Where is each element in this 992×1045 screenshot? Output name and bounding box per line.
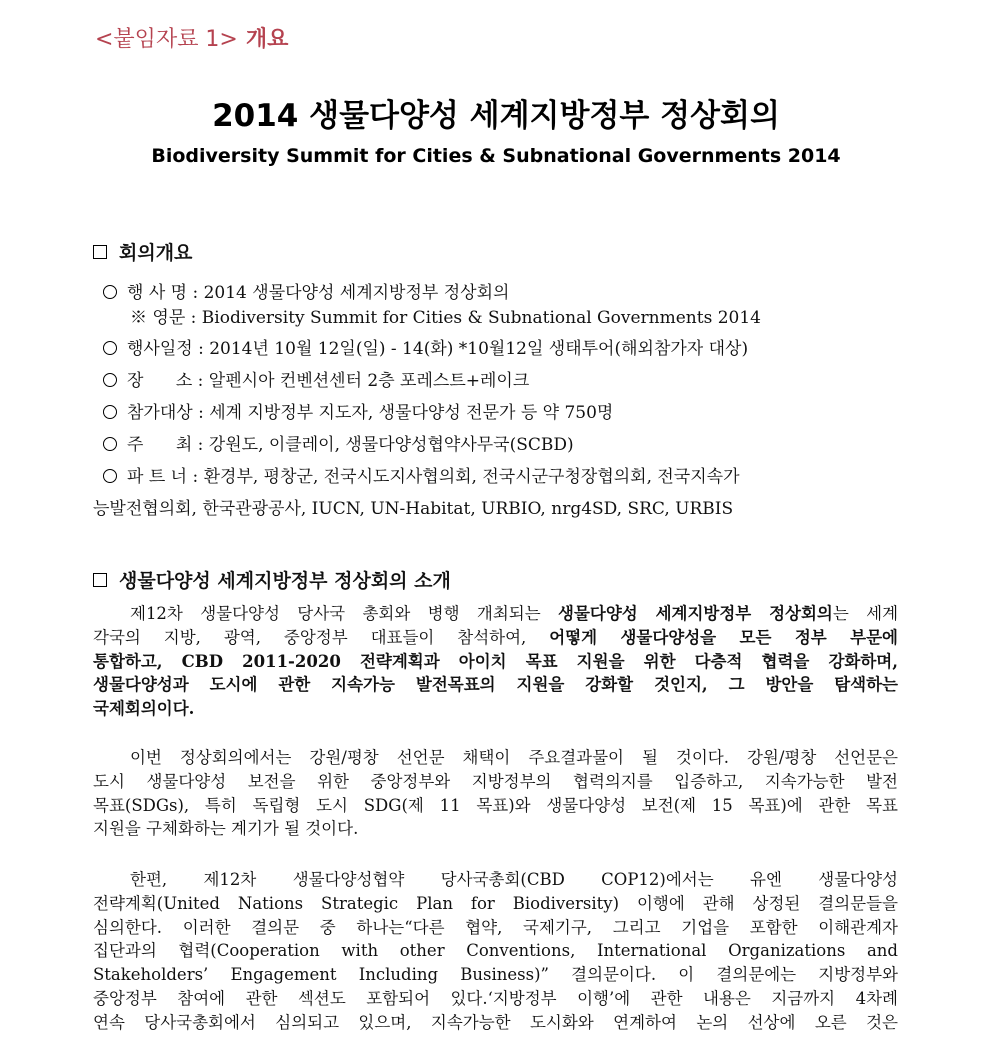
list-item: 행 사 명 : 2014 생물다양성 세계지방정부 정상회의 — [103, 282, 509, 304]
list-item: 주 최 : 강원도, 이클레이, 생물다양성협약사무국(SCBD) — [103, 434, 574, 456]
paragraph-line: 생물다양성과 도시에 관한 지속가능 발전목표의 지원을 강화할 것인지, 그 방안을 탐색하는 — [93, 675, 898, 695]
section-heading-text: 생물다양성 세계지방정부 정상회의 소개 — [119, 570, 451, 592]
paragraph-line: 한편, 제12차 생물다양성협약 당사국총회(CBD COP12)에서는 유엔 생물다양성 — [130, 870, 898, 889]
list-item: 장 소 : 알펜시아 컨벤션센터 2층 포레스트+레이크 — [103, 370, 529, 392]
paragraph-line: Stakeholders’ Engagement Including Business)” 결의문이다. 이 결의문에는 지방정부와 — [93, 965, 898, 985]
paragraph-declaration — [93, 746, 898, 841]
paragraph-intro — [93, 602, 898, 721]
attachment-title: 개요 — [245, 27, 289, 52]
list-item: 참가대상 : 세계 지방정부 지도자, 생물다양성 전문가 등 약 750명 — [103, 402, 613, 424]
paragraph-line: 이번 정상회의에서는 강원/평창 선언문 채택이 주요결과물이 될 것이다. 강원/평창 선언문은 — [130, 748, 898, 767]
section-heading-overview — [93, 238, 192, 265]
attachment-label — [95, 22, 288, 53]
paragraph-line: 전략계획(United Nations Strategic Plan for Biodiversity) 이행에 관해 상정된 결의문들을 — [93, 893, 898, 913]
paragraph-cop12 — [93, 868, 898, 1035]
paragraph-line: 제12차 생물다양성 당사국 총회와 병행 개최되는 생물다양성 세계지방정부 정상회의는 세계 — [130, 604, 898, 623]
circle-bullet-icon — [103, 469, 117, 483]
list-item: 파 트 너 : 환경부, 평창군, 전국시도지사협의회, 전국시군구청장협의회, 전국지속가 — [103, 466, 740, 488]
paragraph-line: 지원을 구체화하는 계기가 될 것이다. — [93, 819, 359, 839]
circle-bullet-icon — [103, 285, 117, 299]
circle-bullet-icon — [103, 405, 117, 419]
circle-bullet-icon — [103, 341, 117, 355]
paragraph-line: 중앙정부 참여에 관한 섹션도 포함되어 있다.‘지방정부 이행’에 관한 내용은 지금까지 4차례 — [93, 988, 898, 1008]
paragraph-line: 통합하고, CBD 2011-2020 전략계획과 아이치 목표 지원을 위한 다층적 협력을 강화하며, — [93, 651, 898, 671]
circle-bullet-icon — [103, 437, 117, 451]
paragraph-line: 집단과의 협력(Cooperation with other Conventions, International Organizations and — [93, 941, 898, 961]
page-subtitle: Biodiversity Summit for Cities & Subnational Governments 2014 — [151, 145, 841, 167]
paragraph-line: 심의한다. 이러한 결의문 중 하나는“다른 협약, 국제기구, 그리고 기업을 포함한 이해관계자 — [93, 917, 898, 937]
page-title: 2014 생물다양성 세계지방정부 정상회의 — [212, 98, 780, 134]
paragraph-line: 각국의 지방, 광역, 중앙정부 대표들이 참석하여, 어떻게 생물다양성을 모든 정부 부문에 — [93, 627, 898, 647]
square-bullet-icon — [93, 245, 107, 259]
list-item: 행사일정 : 2014년 10월 12일(일) - 14(화) *10월12일 생태투어(해외참가자 대상) — [103, 338, 748, 360]
list-subitem: ※ 영문 : Biodiversity Summit for Cities & Subnational Governments 2014 — [130, 308, 761, 328]
section-heading-text: 회의개요 — [119, 242, 193, 264]
circle-bullet-icon — [103, 373, 117, 387]
paragraph-line: 목표(SDGs), 특히 독립형 도시 SDG(제 11 목표)와 생물다양성 보전(제 15 목표)에 관한 목표 — [93, 795, 898, 815]
paragraph-line: 국제회의이다. — [93, 699, 195, 719]
square-bullet-icon — [93, 573, 107, 587]
attachment-number: <붙임자료 1> — [95, 27, 238, 52]
paragraph-line: 연속 당사국총회에서 심의되고 있으며, 지속가능한 도시화와 연계하여 논의 선상에 오른 것은 — [93, 1012, 898, 1032]
section-heading-intro — [93, 566, 451, 593]
list-item-continuation: 능발전협의회, 한국관광공사, IUCN, UN-Habitat, URBIO, nrg4SD, SRC, URBIS — [93, 499, 734, 519]
paragraph-line: 도시 생물다양성 보전을 위한 중앙정부와 지방정부의 협력의지를 입증하고, 지속가능한 발전 — [93, 771, 898, 791]
